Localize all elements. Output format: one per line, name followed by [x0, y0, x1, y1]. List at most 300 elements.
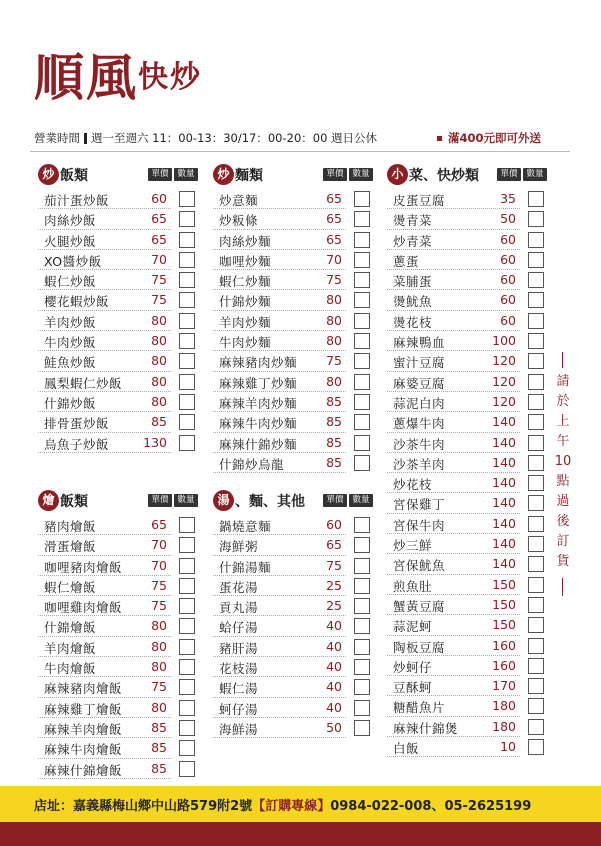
item-name: 蝦仁炒飯 [44, 274, 97, 290]
quantity-checkbox[interactable] [528, 556, 544, 572]
item-name: 羊肉燴飯 [44, 640, 97, 656]
item-name: 白飯 [393, 741, 420, 757]
quantity-checkbox[interactable] [354, 679, 370, 695]
item-price: 50 [500, 211, 516, 227]
quantity-checkbox[interactable] [354, 191, 370, 207]
item-underline [213, 737, 346, 738]
quantity-checkbox[interactable] [528, 211, 544, 227]
quantity-checkbox[interactable] [354, 720, 370, 736]
menu-item [387, 331, 545, 351]
quantity-checkbox[interactable] [179, 211, 195, 227]
section-braised-rice [38, 490, 196, 779]
menu-item [38, 759, 196, 779]
menu-item [38, 515, 196, 535]
item-price: 60 [151, 191, 167, 206]
quantity-checkbox[interactable] [528, 617, 544, 633]
menu-item [38, 738, 196, 758]
item-price: 140 [492, 556, 516, 572]
quantity-checkbox[interactable] [528, 414, 544, 430]
quantity-checkbox[interactable] [528, 597, 544, 613]
quantity-checkbox[interactable] [528, 495, 544, 511]
menu-item [387, 230, 545, 250]
item-price: 150 [492, 617, 516, 633]
quantity-checkbox[interactable] [354, 700, 370, 716]
item-price: 60 [500, 272, 516, 288]
item-price: 60 [500, 231, 516, 247]
item-name: 鮭魚炒飯 [44, 355, 97, 371]
menu-item [387, 250, 545, 270]
quantity-checkbox[interactable] [354, 211, 370, 227]
quantity-checkbox[interactable] [528, 292, 544, 308]
item-price: 80 [151, 638, 167, 654]
quantity-checkbox[interactable] [528, 232, 544, 248]
footer-text [34, 795, 531, 814]
menu-item [38, 209, 196, 229]
quantity-checkbox[interactable] [528, 455, 544, 471]
item-price: 140 [492, 475, 516, 491]
item-name: 蚵仔湯 [219, 701, 259, 717]
item-price: 140 [492, 414, 516, 430]
section-badge: 炒 [38, 164, 59, 185]
menu-item [213, 230, 371, 250]
menu-item [38, 372, 196, 392]
section-title: 飯類 [60, 168, 88, 184]
quantity-checkbox[interactable] [528, 516, 544, 532]
menu-item [387, 209, 545, 229]
item-underline [387, 756, 520, 757]
item-price: 40 [326, 679, 342, 695]
quantity-checkbox[interactable] [179, 191, 195, 207]
menu-list [38, 189, 196, 453]
menu-item [213, 209, 371, 229]
section-header [38, 164, 196, 186]
quantity-column-label: 數量 [174, 494, 198, 507]
item-name: 炒意麵 [219, 193, 259, 208]
item-price: 85 [326, 414, 342, 430]
logo-sub-text: 快炒 [138, 60, 202, 95]
quantity-checkbox[interactable] [179, 252, 195, 268]
section-soup-noodles-other [213, 490, 371, 738]
quantity-checkbox[interactable] [179, 639, 195, 655]
item-name: 咖哩炒麵 [219, 253, 272, 269]
menu-item [213, 596, 371, 616]
item-price: 65 [326, 537, 342, 553]
quantity-checkbox[interactable] [528, 272, 544, 288]
menu-item [213, 392, 371, 412]
quantity-checkbox[interactable] [528, 191, 544, 207]
item-price: 70 [151, 557, 167, 573]
item-name: 咖哩豬肉燴飯 [44, 559, 123, 575]
quantity-checkbox[interactable] [179, 720, 195, 736]
item-name: 糖醋魚片 [393, 700, 446, 716]
quantity-checkbox[interactable] [528, 475, 544, 491]
item-price: 130 [143, 434, 167, 450]
item-name: 麻辣豬肉燴飯 [44, 681, 123, 697]
section-header [387, 164, 545, 186]
item-name: 麻辣什錦炒麵 [219, 436, 298, 452]
menu-item [213, 535, 371, 555]
quantity-checkbox[interactable] [179, 659, 195, 675]
note-char: 10 [554, 454, 572, 469]
item-price: 65 [326, 231, 342, 247]
menu-item [387, 717, 545, 737]
menu-item [387, 290, 545, 310]
section-header [38, 490, 196, 512]
item-name: 貢丸湯 [219, 600, 259, 616]
item-name: 滑蛋燴飯 [44, 539, 97, 555]
menu-item [38, 698, 196, 718]
quantity-checkbox[interactable] [354, 455, 370, 471]
item-name: 麻辣羊肉炒麵 [219, 395, 298, 411]
note-char: 上 [556, 414, 570, 429]
item-name: 什錦炒麵 [219, 294, 272, 310]
quantity-column-label: 數量 [349, 494, 373, 507]
item-name: 麻辣鴨血 [393, 335, 446, 351]
item-name: 烏魚子炒飯 [44, 436, 110, 452]
quantity-checkbox[interactable] [179, 272, 195, 288]
menu-item [213, 189, 371, 209]
quantity-checkbox[interactable] [354, 578, 370, 594]
menu-item [387, 534, 545, 554]
item-price: 80 [151, 333, 167, 349]
menu-item [213, 290, 371, 310]
menu-list [213, 189, 371, 473]
quantity-checkbox[interactable] [354, 618, 370, 634]
item-name: 菜脯蛋 [393, 274, 433, 290]
item-price: 65 [151, 517, 167, 532]
item-name: XO醬炒飯 [44, 253, 102, 269]
note-char: 貨 [556, 554, 570, 569]
section-title: 飯類 [60, 494, 88, 510]
item-price: 140 [492, 536, 516, 552]
quantity-column-label: 數量 [174, 168, 198, 181]
quantity-checkbox[interactable] [528, 353, 544, 369]
item-price: 150 [492, 576, 516, 592]
item-name: 麻辣牛肉炒麵 [219, 416, 298, 432]
item-name: 炒粄條 [219, 213, 259, 229]
item-price: 75 [326, 353, 342, 369]
item-name: 海鮮湯 [219, 721, 259, 737]
item-name: 麻辣雞丁炒麵 [219, 375, 298, 391]
item-name: 鍋燒意麵 [219, 519, 272, 534]
item-name: 麻辣什錦燴飯 [44, 762, 123, 778]
item-price: 140 [492, 454, 516, 470]
menu-item [387, 575, 545, 595]
quantity-checkbox[interactable] [179, 292, 195, 308]
item-name: 沙茶羊肉 [393, 456, 446, 472]
item-price: 85 [151, 414, 167, 430]
menu-item [387, 453, 545, 473]
item-price: 60 [500, 292, 516, 308]
item-name: 火腿炒飯 [44, 233, 97, 249]
quantity-checkbox[interactable] [179, 414, 195, 430]
item-price: 40 [326, 659, 342, 675]
item-name: 肉絲炒飯 [44, 213, 97, 229]
quantity-checkbox[interactable] [354, 292, 370, 308]
item-price: 35 [500, 191, 516, 206]
item-price: 80 [326, 292, 342, 308]
section-badge: 小 [387, 164, 408, 185]
menu-item [213, 576, 371, 596]
menu-item [38, 637, 196, 657]
quantity-checkbox[interactable] [354, 414, 370, 430]
item-price: 80 [151, 618, 167, 634]
menu-item [38, 535, 196, 555]
item-price: 75 [151, 598, 167, 614]
item-price: 85 [151, 760, 167, 776]
quantity-checkbox[interactable] [528, 577, 544, 593]
item-price: 85 [151, 740, 167, 756]
item-price: 160 [492, 657, 516, 673]
item-price: 75 [151, 577, 167, 593]
quantity-checkbox[interactable] [179, 558, 195, 574]
quantity-checkbox[interactable] [354, 313, 370, 329]
item-price: 80 [326, 333, 342, 349]
item-name: 麻辣什錦煲 [393, 720, 459, 736]
quantity-checkbox[interactable] [354, 598, 370, 614]
price-column-label: 單價 [323, 168, 347, 181]
menu-item [38, 392, 196, 412]
section-small-dishes [387, 164, 545, 757]
quantity-checkbox[interactable] [179, 517, 195, 533]
quantity-checkbox[interactable] [179, 740, 195, 756]
item-price: 160 [492, 637, 516, 653]
logo [34, 38, 202, 110]
quantity-checkbox[interactable] [179, 618, 195, 634]
hotline-label: 【訂購專線】 [252, 799, 331, 814]
menu-list [38, 515, 196, 779]
note-char: 訂 [556, 534, 570, 549]
item-name: 麻辣羊肉燴飯 [44, 721, 123, 737]
item-name: 蔥蛋 [393, 253, 420, 269]
item-price: 50 [326, 719, 342, 735]
quantity-checkbox[interactable] [179, 435, 195, 451]
item-name: 排骨蛋炒飯 [44, 416, 110, 432]
section-badge: 炒 [213, 164, 234, 185]
menu-item [387, 696, 545, 716]
menu-item [387, 554, 545, 574]
quantity-checkbox[interactable] [179, 232, 195, 248]
item-price: 65 [326, 211, 342, 227]
section-header [213, 164, 371, 186]
item-name: 豬肝湯 [219, 640, 259, 656]
note-bottom-line [562, 578, 563, 596]
menu-item [213, 698, 371, 718]
menu-item [38, 290, 196, 310]
quantity-checkbox[interactable] [528, 435, 544, 451]
quantity-checkbox[interactable] [179, 394, 195, 410]
item-price: 140 [492, 495, 516, 511]
menu-item [213, 372, 371, 392]
item-price: 85 [326, 393, 342, 409]
item-name: 麻辣雞丁燴飯 [44, 701, 123, 717]
item-name: 蝦仁湯 [219, 681, 259, 697]
quantity-checkbox[interactable] [354, 374, 370, 390]
menu-item [387, 493, 545, 513]
quantity-checkbox[interactable] [528, 333, 544, 349]
quantity-checkbox[interactable] [354, 537, 370, 553]
item-name: 燙青菜 [393, 213, 433, 229]
menu-item [387, 351, 545, 371]
item-price: 75 [326, 557, 342, 573]
menu-item [387, 372, 545, 392]
price-column-label: 單價 [323, 494, 347, 507]
item-name: 煎魚肚 [393, 578, 433, 594]
item-name: 肉絲炒麵 [219, 233, 272, 249]
item-name: 豬肉燴飯 [44, 519, 97, 534]
item-price: 80 [151, 353, 167, 369]
quantity-checkbox[interactable] [354, 659, 370, 675]
item-name: 牛肉燴飯 [44, 661, 97, 677]
menu-item [387, 595, 545, 615]
item-underline [38, 778, 171, 779]
item-name: 宮保魷魚 [393, 558, 446, 574]
quantity-checkbox[interactable] [528, 252, 544, 268]
note-char: 午 [556, 434, 570, 449]
section-title: 、麵、其他 [235, 494, 305, 510]
item-name: 麻辣牛肉燴飯 [44, 742, 123, 758]
quantity-checkbox[interactable] [179, 679, 195, 695]
menu-item [213, 270, 371, 290]
menu-item [387, 676, 545, 696]
menu-item [38, 576, 196, 596]
item-price: 70 [326, 251, 342, 267]
item-name: 茄汁蛋炒飯 [44, 193, 110, 208]
item-name: 宮保牛肉 [393, 517, 446, 533]
quantity-checkbox[interactable] [179, 313, 195, 329]
quantity-checkbox[interactable] [354, 394, 370, 410]
item-price: 65 [151, 231, 167, 247]
price-column-label: 單價 [497, 168, 521, 181]
item-price: 10 [500, 739, 516, 755]
quantity-checkbox[interactable] [354, 232, 370, 248]
quantity-checkbox[interactable] [528, 394, 544, 410]
quantity-checkbox[interactable] [528, 658, 544, 674]
quantity-checkbox[interactable] [179, 700, 195, 716]
quantity-checkbox[interactable] [528, 536, 544, 552]
menu-item [213, 331, 371, 351]
item-name: 麻辣豬肉炒麵 [219, 355, 298, 371]
item-name: 海鮮粥 [219, 539, 259, 555]
menu-item [387, 189, 545, 209]
item-name: 鳳梨蝦仁炒飯 [44, 375, 123, 391]
menu-item [38, 270, 196, 290]
menu-item [387, 412, 545, 432]
menu-item [38, 230, 196, 250]
quantity-checkbox[interactable] [179, 578, 195, 594]
item-name: 牛肉炒麵 [219, 335, 272, 351]
item-name: 燙花枝 [393, 314, 433, 330]
item-price: 80 [151, 312, 167, 328]
item-price: 180 [492, 698, 516, 714]
item-price: 150 [492, 596, 516, 612]
note-char: 請 [556, 374, 570, 389]
quantity-checkbox[interactable] [179, 353, 195, 369]
item-underline [38, 452, 171, 453]
menu-item [387, 514, 545, 534]
menu-item [38, 433, 196, 453]
quantity-checkbox[interactable] [179, 374, 195, 390]
item-price: 120 [492, 393, 516, 409]
quantity-checkbox[interactable] [528, 374, 544, 390]
quantity-checkbox[interactable] [528, 313, 544, 329]
menu-item [387, 636, 545, 656]
quantity-checkbox[interactable] [354, 333, 370, 349]
menu-item [38, 596, 196, 616]
menu-item [38, 616, 196, 636]
menu-item [387, 433, 545, 453]
item-name: 什錦湯麵 [219, 559, 272, 575]
menu-list [213, 515, 371, 738]
quantity-checkbox[interactable] [528, 678, 544, 694]
menu-item [387, 473, 545, 493]
item-name: 炒花枝 [393, 477, 433, 493]
item-price: 85 [326, 454, 342, 470]
item-name: 蛤仔湯 [219, 620, 259, 636]
item-price: 140 [492, 515, 516, 531]
divider [30, 151, 570, 152]
quantity-checkbox[interactable] [179, 598, 195, 614]
quantity-checkbox[interactable] [354, 558, 370, 574]
item-name: 陶板豆腐 [393, 639, 446, 655]
quantity-checkbox[interactable] [354, 252, 370, 268]
menu-item [213, 556, 371, 576]
item-price: 65 [151, 211, 167, 227]
section-title: 菜、快炒類 [409, 168, 479, 184]
item-price: 80 [151, 373, 167, 389]
quantity-column-label: 數量 [349, 168, 373, 181]
item-name: 炒三鮮 [393, 538, 433, 554]
item-price: 60 [326, 517, 342, 532]
note-char: 後 [556, 514, 570, 529]
quantity-checkbox[interactable] [179, 537, 195, 553]
item-name: 炒蚵仔 [393, 659, 433, 675]
item-price: 100 [492, 333, 516, 349]
quantity-checkbox[interactable] [354, 517, 370, 533]
quantity-checkbox[interactable] [528, 698, 544, 714]
price-column-label: 單價 [148, 494, 172, 507]
quantity-column-label: 數量 [523, 168, 547, 181]
quantity-checkbox[interactable] [528, 719, 544, 735]
item-name: 牛肉炒飯 [44, 335, 97, 351]
menu-item [213, 412, 371, 432]
item-price: 85 [151, 719, 167, 735]
menu-item [213, 250, 371, 270]
quantity-checkbox[interactable] [528, 739, 544, 755]
quantity-checkbox[interactable] [354, 353, 370, 369]
footer-bar [0, 786, 601, 822]
quantity-checkbox[interactable] [354, 639, 370, 655]
quantity-checkbox[interactable] [354, 435, 370, 451]
section-header [213, 490, 371, 512]
item-price: 25 [326, 577, 342, 593]
section-badge: 燴 [38, 490, 59, 511]
note-char: 點 [556, 474, 570, 489]
item-price: 25 [326, 598, 342, 614]
section-fried-rice [38, 164, 196, 453]
menu-item [213, 351, 371, 371]
bottom-bar [0, 822, 601, 846]
quantity-checkbox[interactable] [528, 638, 544, 654]
hours-label: 營業時間 [34, 131, 80, 145]
item-price: 70 [151, 251, 167, 267]
quantity-checkbox[interactable] [179, 761, 195, 777]
quantity-checkbox[interactable] [354, 272, 370, 288]
phone-numbers: 0984-022-008、05-2625199 [330, 799, 532, 814]
item-name: 花枝湯 [219, 661, 259, 677]
menu-item [213, 616, 371, 636]
quantity-checkbox[interactable] [179, 333, 195, 349]
